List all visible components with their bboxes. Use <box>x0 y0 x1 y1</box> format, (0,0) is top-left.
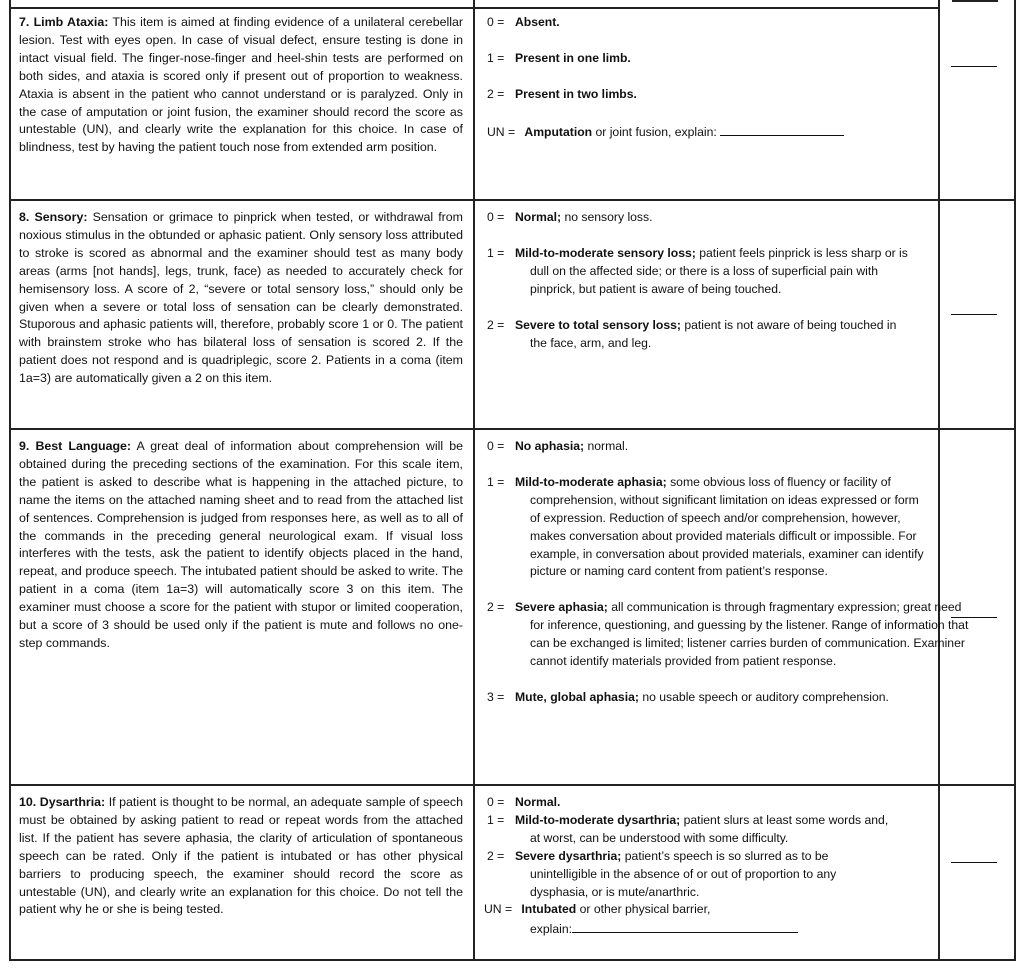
column-divider-1 <box>473 0 475 961</box>
row-border-bottom <box>9 959 1016 961</box>
row-border-8-9 <box>9 428 1016 430</box>
option-9-1: 1 = Mild-to-moderate aphasia; some obvious loss of fluency or facility of comprehension, without significant limitation on ideas expressed or form of expression. Reduction of speech and/or comprehension, however, makes conversation about provided materials difficult or impossible. For example, in conversation about provided materials, examiner can identify picture or naming card content from patient’s response. <box>487 474 924 579</box>
row-border-top <box>9 7 939 9</box>
item-8-heading: 8. Sensory: <box>19 210 88 224</box>
explain-blank-10[interactable] <box>572 919 798 933</box>
option-10-1: 1 = Mild-to-moderate dysarthria; patient slurs at least some words and, at worst, can be understood with some difficulty. <box>487 812 889 845</box>
item-8-options <box>487 209 937 352</box>
explain-blank-7[interactable] <box>720 122 844 136</box>
option-8-2: 2 = Severe to total sensory loss; patient is not aware of being touched in the face, arm, and leg. <box>487 317 897 350</box>
score-blank-7[interactable] <box>951 66 997 67</box>
column-divider-2 <box>938 0 940 961</box>
item-9-description <box>19 438 463 653</box>
option-7-0: 0 = Absent. <box>487 15 560 29</box>
item-7-options <box>487 14 937 142</box>
option-9-3: 3 = Mute, global aphasia; no usable speech or auditory comprehension. <box>487 689 889 704</box>
item-10-heading: 10. Dysarthria: <box>19 795 106 809</box>
option-9-2: 2 = Severe aphasia; all communication is through fragmentary expression; great need for inference, questioning, and guessing by the listener. Range of information that can be exchanged is limited; listener carries burden of communication. Examiner cannot identify materials provided from patient response. <box>487 600 969 669</box>
item-9-options <box>487 438 969 707</box>
item-7-heading: 7. Limb Ataxia: <box>19 15 109 29</box>
option-10-explain: explain: <box>484 919 934 939</box>
score-blank-10[interactable] <box>951 862 997 863</box>
table-right-border <box>1014 0 1016 961</box>
option-10-2: 2 = Severe dysarthria; patient’s speech is so slurred as to be unintelligible in the absence of or out of proportion to any dysphasia, or is mute/anarthric. <box>487 848 837 899</box>
item-10-options <box>484 794 934 939</box>
option-10-un: UN = Intubated or other physical barrier, <box>484 902 711 917</box>
row-border-9-10 <box>9 784 1016 786</box>
item-9-heading: 9. Best Language: <box>19 439 132 453</box>
item-10-text: If patient is thought to be normal, an adequate sample of speech must be obtained by asking patient to read or repeat words from the attached list. If the patient has severe aphasia, the clarity of articulation of spontaneous speech can be rated. Only if the patient is intubated or has other physical barriers to producing speech, the examiner should record the score as untestable (UN), and clearly write an explanation for this choice. Do not tell the patient why he or she is being tested. <box>19 795 463 917</box>
item-9-text: A great deal of information about comprehension will be obtained during the preceding sections of the examination. For this scale item, the patient is asked to describe what is happening in the attached picture, to name the items on the attached naming sheet and to read from the attached list of sentences. Comprehension is judged from responses here, as well as to all of the commands in the preceding general neurological exam. If visual loss interferes with the tests, ask the patient to identify objects placed in the hand, repeat, and produce speech. The intubated patient should be asked to write. The patient in a coma (item 1a=3) will automatically score 3 on this item. The examiner must choose a score for the patient with stupor or limited cooperation, but a score of 3 should be used only if the patient is mute and follows no one-step commands. <box>19 439 463 650</box>
item-10-description <box>19 794 463 919</box>
score-blank-8[interactable] <box>951 314 997 315</box>
option-8-0: 0 = Normal; no sensory loss. <box>487 210 653 224</box>
top-border-stub <box>952 0 998 2</box>
option-7-un: UN = Amputation or joint fusion, explain: <box>487 122 937 142</box>
score-blank-9[interactable] <box>951 617 997 618</box>
table-left-border <box>9 0 11 961</box>
option-7-2: 2 = Present in two limbs. <box>487 86 637 101</box>
option-9-0: 0 = No aphasia; normal. <box>487 439 629 453</box>
option-8-1: 1 = Mild-to-moderate sensory loss; patient feels pinprick is less sharp or is dull on the affected side; or there is a loss of superficial pain with pinprick, but patient is aware of being touched. <box>487 245 908 296</box>
item-8-text: Sensation or grimace to pinprick when tested, or withdrawal from noxious stimulus in the obtunded or aphasic patient. Only sensory loss attributed to stroke is scored as abnormal and the examiner should test as many body areas (arms [not hands], legs, trunk, face) as needed to accurately check for hemisensory loss. A score of 2, “severe or total sensory loss,” should only be given when a severe or total loss of sensation can be clearly demonstrated. Stuporous and aphasic patients will, therefore, probably score 1 or 0. The patient with brainstem stroke who has bilateral loss of sensation is scored 2. If the patient does not respond and is quadriplegic, score 2. Patients in a coma (item 1a=3) are automatically given a 2 on this item. <box>19 210 463 386</box>
row-border-7-8 <box>9 199 1016 201</box>
option-10-0: 0 = Normal. <box>487 795 561 809</box>
option-7-1: 1 = Present in one limb. <box>487 50 631 65</box>
item-7-description <box>19 14 463 157</box>
item-7-text: This item is aimed at finding evidence of a unilateral cerebellar lesion. Test with eyes open. In case of visual defect, ensure testing is done in intact visual field. The finger-nose-finger and heel-shin tests are performed on both sides, and ataxia is scored only if present out of proportion to weakness. Ataxia is absent in the patient who cannot understand or is paralyzed. Only in the case of amputation or joint fusion, the examiner should record the score as untestable (UN), and clearly write the explanation for this choice. In case of blindness, test by having the patient touch nose from extended arm position. <box>19 15 463 155</box>
item-8-description <box>19 209 463 388</box>
